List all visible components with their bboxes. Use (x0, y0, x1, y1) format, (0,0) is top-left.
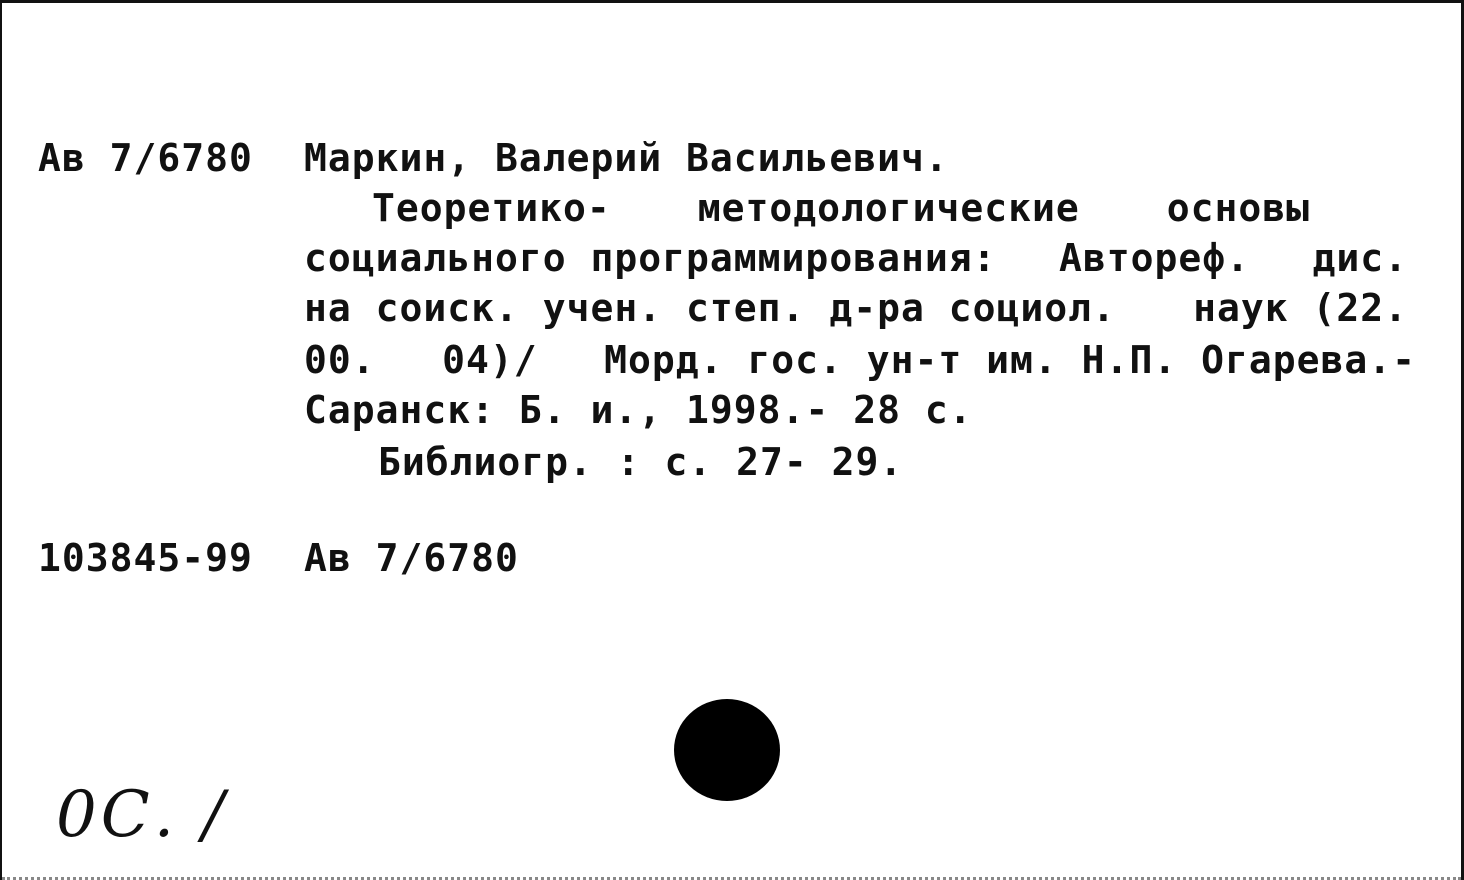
punch-hole (674, 699, 780, 801)
shelfmark: Ав 7/6780 (38, 136, 253, 180)
title-word: на соиск. учен. степ. д-ра социол. (304, 286, 1116, 330)
title-word: Морд. гос. ун-т им. Н.П. Огарева.- (604, 338, 1416, 382)
accession-number: 103845-99 (38, 536, 253, 580)
imprint-line: Саранск: Б. и., 1998.- 28 с. (304, 388, 973, 432)
bibliography-note: Библиогр. : с. 27- 29. (378, 440, 904, 484)
title-line-4 (304, 338, 1416, 382)
title-word: 04)/ (442, 338, 538, 382)
title-line-2 (304, 236, 1408, 280)
author-heading: Маркин, Валерий Васильевич. (304, 136, 949, 180)
handwritten-mark: 0С. / (56, 778, 228, 852)
title-word: 00. (304, 338, 376, 382)
title-word: наук (22. (1193, 286, 1408, 330)
title-word: дис. (1312, 236, 1408, 280)
card-bottom-edge (2, 871, 1461, 880)
title-word: Автореф. (1058, 236, 1250, 280)
title-word: методологические (697, 186, 1080, 230)
title-line-1 (372, 186, 1310, 230)
accession-shelfmark: Ав 7/6780 (304, 536, 519, 580)
title-word: основы (1166, 186, 1310, 230)
title-line-3 (304, 286, 1408, 330)
title-word: социального программирования: (304, 236, 997, 280)
title-word: Теоретико- (372, 186, 611, 230)
